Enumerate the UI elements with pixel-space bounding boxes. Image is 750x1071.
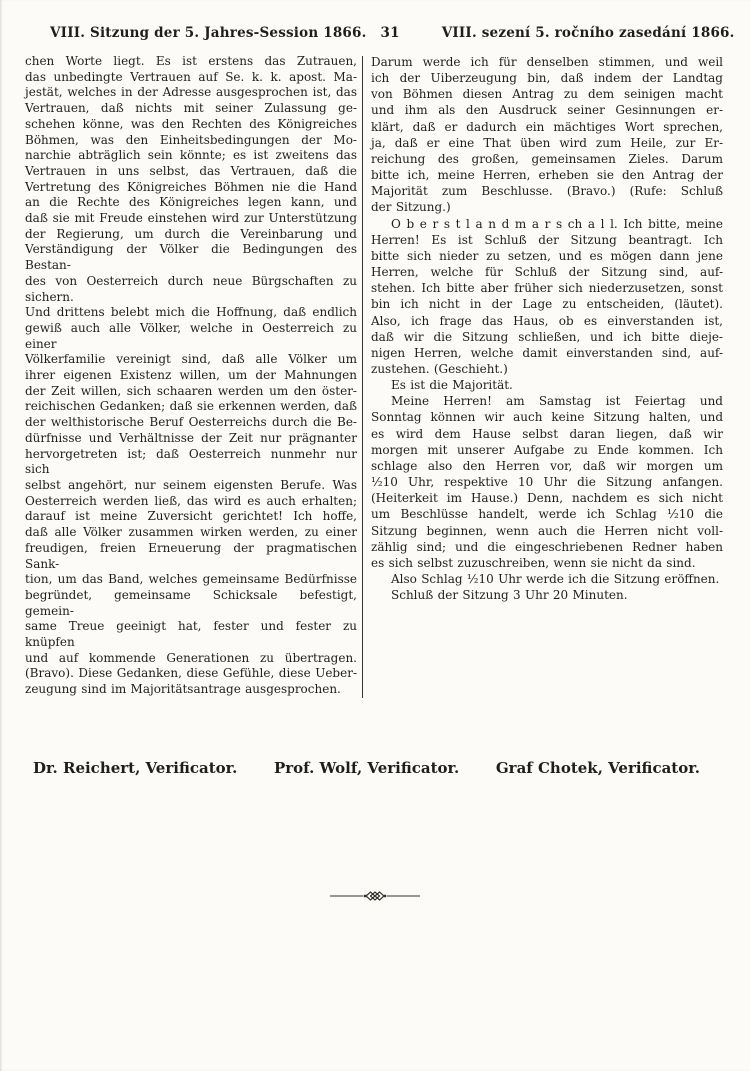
text-line: Darum werde ich für denselben stimmen, und weil bbox=[371, 55, 723, 69]
text-line: morgen mit unserer Aufgabe zu Ende kommen. Ich bbox=[371, 442, 723, 457]
text-line: tion, um das Band, welches gemeinsame Bedürfnisse bbox=[25, 572, 357, 587]
text-line: schehen könne, was den Rechten des Königreiches bbox=[25, 116, 357, 131]
page-header bbox=[0, 0, 750, 41]
text-line: und ihm als den Ausdruck seiner Gesinnungen er- bbox=[371, 103, 723, 118]
text-line: reichischen Gedanken; daß sie erkennen werden, daß bbox=[25, 399, 357, 414]
text-line: der Zeit willen, sich schaaren werden um den öster- bbox=[25, 383, 357, 398]
signature-wolf: Prof. Wolf, Verificator. bbox=[273, 758, 460, 777]
text-line: begründet, gemeinsame Schicksale befestigt, gemein- bbox=[25, 587, 357, 618]
text-line: das unbedingte Vertrauen auf Se. k. k. apost. Ma- bbox=[25, 69, 357, 84]
text-line: zählig sind; und die eingeschriebenen Redner haben bbox=[371, 539, 723, 554]
text-line: Völkerfamilie vereinigt sind, daß alle Völker um bbox=[25, 352, 357, 367]
right-column bbox=[371, 54, 723, 603]
text-line: narchie abträglich sein könnte; es ist zweitens das bbox=[25, 148, 357, 163]
text-line: bin ich nicht in der Lage zu entscheiden, (läutet). bbox=[371, 297, 723, 312]
text-line: (Heiterkeit im Hause.) Denn, nachdem es sich nicht bbox=[371, 491, 723, 506]
text-line: same Treue geeinigt hat, fester und fester zu knüpfen bbox=[25, 619, 357, 650]
text-line: daß sie mit Freude einstehen wird zur Unterstützung bbox=[25, 211, 357, 226]
text-line: chen Worte liegt. Es ist erstens das Zutrauen, bbox=[25, 54, 357, 68]
paragraph bbox=[371, 54, 723, 216]
text-line: hervorgetreten ist; daß Oesterreich nunmehr nur sich bbox=[25, 446, 357, 477]
text-line: um Beschlüsse handelt, werde ich Schlag ½10 die bbox=[371, 507, 723, 522]
column-divider-rule bbox=[362, 56, 363, 698]
text-line: zeugung sind im Majoritätsantrage ausgesprochen. bbox=[25, 682, 341, 697]
header-title-czech: VIII. sezení 5. ročního zasedání 1866. bbox=[441, 25, 735, 41]
text-line: ja, daß er eine That üben wird zum Heile, zur Er- bbox=[371, 135, 723, 150]
paragraph bbox=[371, 216, 723, 378]
text-line: darauf ist meine Zuversicht gerichtet! Ich hoffe, bbox=[25, 509, 357, 524]
text-line: Es ist die Majorität. bbox=[391, 378, 513, 393]
text-columns bbox=[0, 41, 750, 698]
text-line: und auf kommende Generationen zu übertragen. bbox=[25, 650, 357, 665]
text-line: (Bravo). Diese Gedanken, diese Gefühle, diese Ueber- bbox=[25, 666, 357, 681]
text-line: Also, ich frage das Haus, ob es einverstanden ist, bbox=[371, 313, 723, 328]
text-line: Verständigung der Völker die Bedingungen des Bestan- bbox=[25, 242, 357, 273]
paragraph bbox=[371, 587, 723, 603]
text-line: Vertrauen, daß nichts mit seiner Zulassung ge- bbox=[25, 101, 357, 116]
text-line: stehen. Ich bitte aber früher sich niederzusetzen, sonst bbox=[371, 281, 723, 296]
text-line: jestät, welches in der Adresse ausgesprochen ist, das bbox=[25, 85, 357, 100]
text-line: der Regierung, um durch die Vereinbarung und bbox=[25, 226, 357, 241]
text-line: klärt, daß er dadurch ein mächtiges Wort sprechen, bbox=[371, 119, 723, 134]
text-line: Meine Herren! am Samstag ist Feiertag und bbox=[391, 394, 723, 409]
text-line: Oesterreich werden ließ, das wird es auch erhalten; bbox=[25, 493, 357, 508]
text-line: des von Oesterreich durch neue Bürgschaften zu sichern. bbox=[25, 273, 357, 304]
text-line: zustehen. (Geschieht.) bbox=[371, 361, 508, 376]
text-line: bitte ich, meine Herren, erheben sie den Antrag der bbox=[371, 168, 723, 183]
text-line: nigen Herren, welche damit einverstanden sind, auf- bbox=[371, 345, 723, 360]
text-line: Sitzung beginnen, wenn auch die Herren nicht voll- bbox=[371, 523, 723, 538]
signature-chotek: Graf Chotek, Verificator. bbox=[495, 758, 700, 777]
text-line: selbst angehört, nur seinem eigensten Berufe. Was bbox=[25, 477, 357, 492]
text-line: Herren! Es ist Schluß der Sitzung beantragt. Ich bbox=[371, 232, 723, 247]
text-line: O b e r s t l a n d m a r s ch a l l. Ich bitte, meine bbox=[391, 216, 723, 231]
text-line: bitte sich nieder zu setzen, und es mögen dann jene bbox=[371, 248, 723, 263]
paragraph bbox=[25, 54, 357, 698]
text-line: Sonntag können wir auch keine Sitzung halten, und bbox=[371, 410, 723, 425]
text-line: schlage also den Herren vor, daß wir morgen um bbox=[371, 458, 723, 473]
text-line: Vertrauen in uns selbst, das Vertrauen, daß die bbox=[25, 163, 357, 178]
text-line: dürfnisse und Verhältnisse der Zeit nur prägnanter bbox=[25, 430, 357, 445]
text-line: reichung des großen, gemeinsamen Zieles. Darum bbox=[371, 151, 723, 166]
header-title-german: VIII. Sitzung der 5. Jahres-Session 1866. bbox=[50, 25, 367, 41]
text-line: ich der Uiberzeugung bin, daß indem der Landtag bbox=[371, 71, 723, 86]
page-number: 31 bbox=[380, 25, 400, 41]
text-line: der welthistorische Beruf Oesterreichs durch die Be- bbox=[25, 415, 357, 430]
end-ornament bbox=[0, 889, 750, 903]
text-line: es sich selbst zuzuschreiben, wenn sie nicht da sind. bbox=[371, 555, 696, 570]
text-line: daß alle Völker zusammen wirken werden, zu einer bbox=[25, 525, 357, 540]
paragraph bbox=[371, 377, 723, 393]
text-line: Also Schlag ½10 Uhr werde ich die Sitzung eröffnen. bbox=[391, 572, 720, 586]
text-line: ihrer eigenen Existenz willen, um der Mahnungen bbox=[25, 368, 357, 383]
text-line: Schluß der Sitzung 3 Uhr 20 Minuten. bbox=[391, 588, 628, 603]
text-line: Und drittens belebt mich die Hoffnung, daß endlich bbox=[25, 305, 357, 320]
paragraph bbox=[371, 393, 723, 571]
paragraph bbox=[371, 571, 723, 587]
left-column bbox=[25, 54, 357, 698]
text-line: an die Rechte des Königreiches legen kann, und bbox=[25, 195, 357, 210]
text-line: gewiß auch alle Völker, welche in Oesterreich zu einer bbox=[25, 320, 357, 351]
text-line: freudigen, freien Erneuerung der pragmatischen Sank- bbox=[25, 540, 357, 571]
signature-reichert: Dr. Reichert, Verificator. bbox=[33, 758, 238, 777]
text-line: ½10 Uhr, respektive 10 Uhr die Sitzung anfangen. bbox=[371, 475, 723, 490]
text-line: Böhmen, was den Einheitsbedingungen der Mo- bbox=[25, 132, 357, 147]
text-line: daß wir die Sitzung schließen, und ich bitte dieje- bbox=[371, 329, 723, 344]
text-line: von Böhmen diesen Antrag zu dem seinigen macht bbox=[371, 87, 723, 102]
divider-ornament-icon bbox=[330, 889, 420, 903]
text-line: es wird dem Hause selbst daran liegen, daß wir bbox=[371, 426, 723, 441]
signature-row bbox=[0, 759, 750, 777]
text-line: Vertretung des Königreiches Böhmen nie die Hand bbox=[25, 179, 357, 194]
text-line: Herren, welche für Schluß der Sitzung sind, auf- bbox=[371, 265, 723, 280]
text-line: der Sitzung.) bbox=[371, 200, 451, 215]
text-line: Majorität zum Beschlusse. (Bravo.) (Rufe: Schluß bbox=[371, 184, 723, 199]
